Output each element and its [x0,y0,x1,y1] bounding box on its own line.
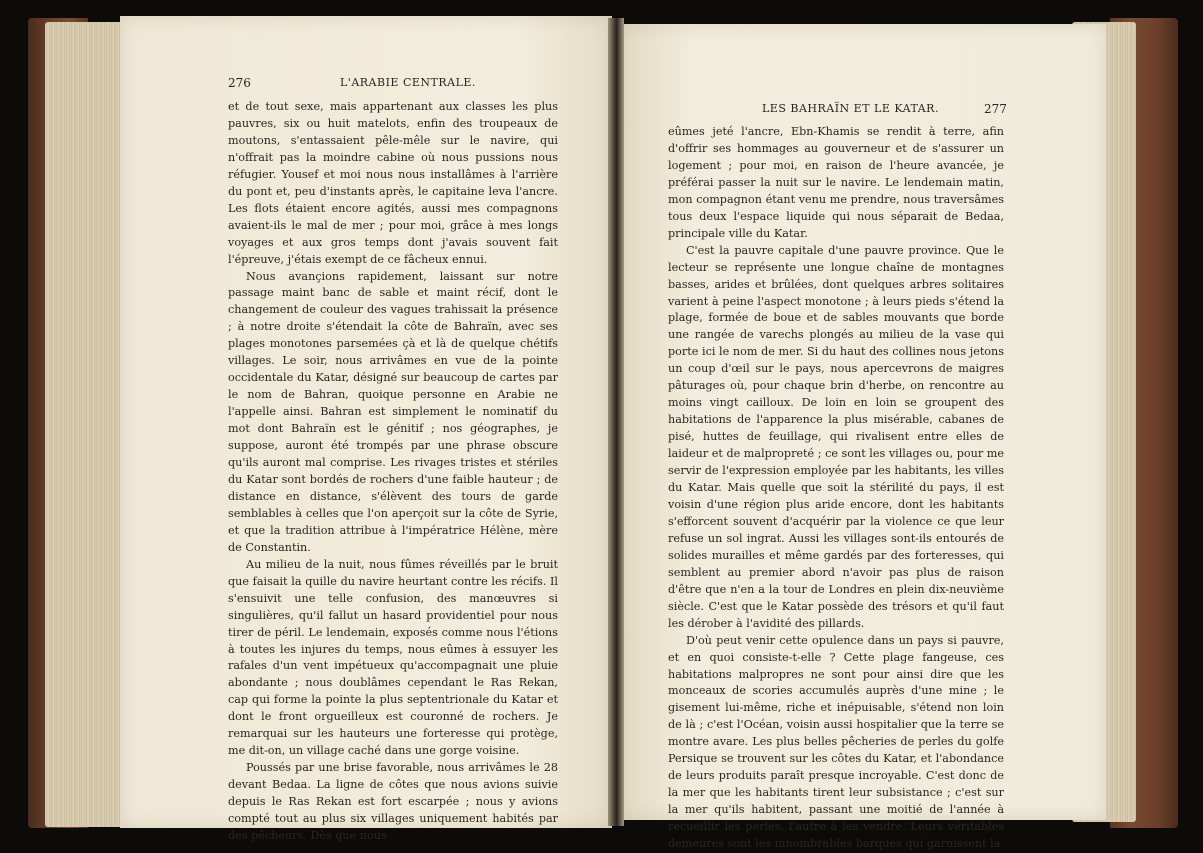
left-paragraph-1: et de tout sexe, mais appartenant aux classes les plus pauvres, six ou huit matelots, enfin des troupeaux de moutons, s'entassaient pêle-mêle sur le navire, qui n'offrait pas la moindre cabine où nous pussions nous réfugier. Yousef et moi nous nous installâmes à l'arrière du pont et, peu d'instants après, le capitaine leva l'ancre. Les flots étaient encore agités, aussi mes compagnons avaient-ils le mal de mer ; pour moi, grâce à mes longs voyages et aux gros temps dont j'avais souvent fait l'épreuve, j'étais exempt de ce fâcheux ennui. [228,100,558,266]
left-page-body [228,99,558,845]
right-paragraph-2: C'est la pauvre capitale d'une pauvre province. Que le lecteur se représente une longue chaîne de montagnes basses, arides et brûlées, dont quelques arbres solitaires varient à peine l'aspect monotone ; à leurs pieds s'étend la plage, formée de boue et de sables mouvants que borde une rangée de varechs plongés au milieu de la vase qui porte ici le nom de mer. Si du haut des collines nous jetons un coup d'œil sur le pays, nous apercevrons de maigres pâturages où, pour chaque brin d'herbe, on rencontre au moins vingt cailloux. De loin en loin se groupent des habitations de l'apparence la plus misérable, cabanes de pisé, huttes de feuillage, qui rivalisent entre elles de laideur et de malpropreté ; ce sont les villages ou, pour me servir de l'expression employée par les habitants, les villes du Katar. Mais quelle que soit la stérilité du pays, il est voisin d'une région plus aride encore, dont les habitants s'efforcent souvent d'acquérir par la violence ce que leur refuse un sol ingrat. Aussi les villages sont-ils entourés de solides murailles et même gardés par des forteresses, qui semblent au premier abord n'avoir pas plus de raison d'être que n'en a la tour de Londres en plein dix-neuvième siècle. C'est que le Katar possède des trésors et qu'il faut les dérober à l'avidité des pillards. [668,243,1004,630]
left-page-number: 276 [228,76,251,90]
right-paragraph-1: eûmes jeté l'ancre, Ebn-Khamis se rendit à terre, afin d'offrir ses hommages au gouverneur et de s'assurer un logement ; pour moi, en raison de l'heure avancée, je préférai passer la nuit sur le navire. Le lendemain matin, mon compagnon étant venu me prendre, nous traversâmes tous deux l'espace liquide qui nous séparait de Bedaa, principale ville du Katar. [668,125,1004,240]
left-running-head: L'ARABIE CENTRALE. [340,76,476,89]
book-gutter [608,18,624,826]
right-page-number: 277 [984,102,1007,116]
left-paragraph-2: Nous avançions rapidement, laissant sur notre passage maint banc de sable et maint récif, dont le changement de couleur des vagues trahissait la présence ; à notre droite s'étendait la côte de Bahraïn, avec ses plages monotones parsemées çà et là de quelque chétifs villages. Le soir, nous arrivâmes en vue de la pointe occidentale du Katar, désigné sur beaucoup de cartes par le nom de Bahran, quoique personne en Arabie ne l'appelle ainsi. Bahran est simplement le nominatif du mot dont Bahraïn est le génitif ; nos géographes, je suppose, auront été trompés par une phrase obscure qu'ils auront mal comprise. Les rivages tristes et stériles du Katar sont bordés de rochers d'une faible hauteur ; de distance en distance, s'élèvent des tours de garde semblables à celles que l'on aperçoit sur la côte de Syrie, et que la tradition attribue à l'impératrice Hélène, mère de Constantin. [228,269,558,554]
left-paragraph-4: Poussés par une brise favorable, nous arrivâmes le 28 devant Bedaa. La ligne de côtes que nous avions suivie depuis le Ras Rekan est fort escarpée ; nous y avions compté tout au plus six villages uniquement habités par des pêcheurs. Dès que nous [228,761,558,842]
right-paragraph-3: D'où peut venir cette opulence dans un pays si pauvre, et en quoi consiste-t-elle ? Cette plage fangeuse, ces habitations malpropres ne sont pour ainsi dire que les monceaux de scories accumulés auprès d'une mine ; le gisement lui-même, riche et inépuisable, s'étend non loin de là ; c'est l'Océan, voisin aussi hospitalier que la terre se montre avare. Les plus belles pêcheries de perles du golfe Persique se trouvent sur les côtes du Katar, et l'abondance de leurs produits paraît presque incroyable. C'est donc de la mer que les habitants tirent leur subsistance ; c'est sur la mer qu'ils habitent, passant une moitié de l'année à recueillir les perles, l'autre à les vendre. Leurs véritables demeures sont les innombrables barques qui garnissent la [668,633,1004,851]
right-running-head: LES BAHRAÏN ET LE KATAR. [762,102,939,115]
left-paragraph-3: Au milieu de la nuit, nous fûmes réveillés par le bruit que faisait la quille du navire heurtant contre les récifs. Il s'ensuivit une telle confusion, des manœuvres si singulières, qu'il fallut un hasard providentiel pour nous tirer de péril. Le lendemain, exposés comme nous l'étions à toutes les injures du temps, nous eûmes à essuyer les rafales d'un vent impétueux qu'accompagnait une pluie abondante ; nous doublâmes cependant le Ras Rekan, cap qui forme la pointe la plus septentrionale du Katar et dont le front orgueilleux est couronné de rochers. Je remarquai sur les hauteurs une forteresse qui protège, me dit-on, un village caché dans une gorge voisine. [228,557,558,758]
right-page-body [668,124,1004,853]
